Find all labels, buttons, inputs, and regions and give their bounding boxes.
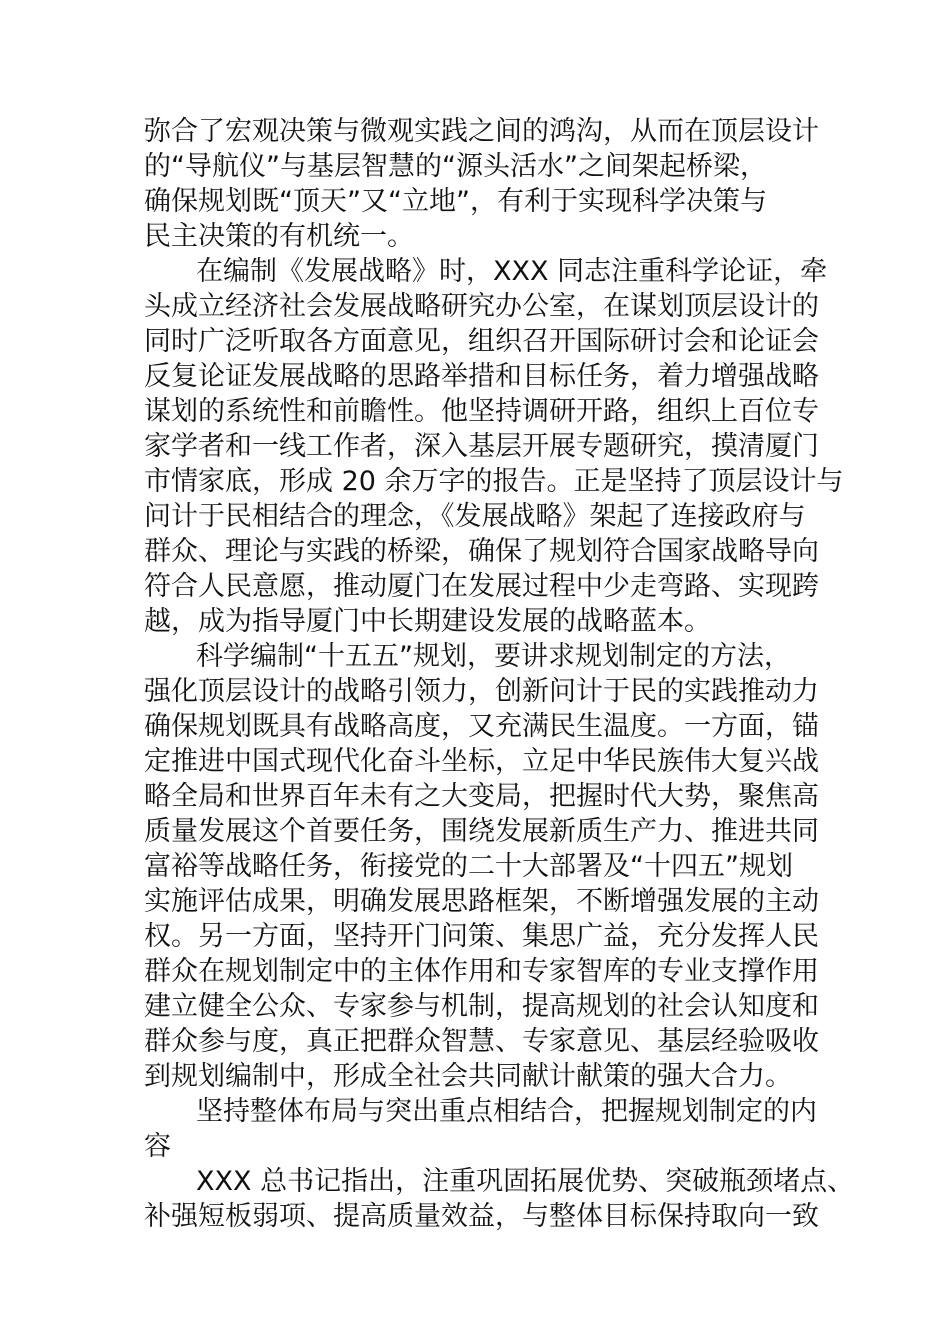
text-line: 强化顶层设计的战略引领力，创新问计于民的实践推动力 (144, 676, 819, 707)
text-line: 群众在规划制定中的主体作用和专家智库的专业支撑作用 (144, 956, 819, 987)
text-line: 问计于民相结合的理念，《发展战略》架起了连接政府与 (144, 501, 806, 532)
text-line: 民主决策的有机统一。 (144, 221, 414, 252)
text-line: 略全局和世界百年未有之大变局，把握时代大势，聚焦高 (144, 781, 819, 812)
text-line: 谋划的系统性和前瞻性。他坚持调研开路，组织上百位专 (144, 396, 819, 427)
text-line: 实施评估成果，明确发展思路框架，不断增强发展的主动 (144, 886, 819, 917)
text-line: 确保规划既具有战略高度，又充满民生温度。一方面，锚 (144, 711, 819, 742)
text-line: 弥合了宏观决策与微观实践之间的鸿沟，从而在顶层设计 (144, 116, 819, 147)
text-line: 定推进中国式现代化奋斗坐标，立足中华民族伟大复兴战 (144, 746, 819, 777)
text-line: 头成立经济社会发展战略研究办公室，在谋划顶层设计的 (144, 291, 819, 322)
paragraph-start-line: 在编制《发展战略》时，XXX 同志注重科学论证，牵 (196, 256, 828, 287)
text-line: 建立健全公众、专家参与机制，提高规划的社会认知度和 (144, 991, 819, 1022)
section-heading-line: 坚持整体布局与突出重点相结合，把握规划制定的内 (196, 1096, 817, 1127)
section-heading-line: 容 (144, 1131, 171, 1162)
text-line: 同时广泛听取各方面意见，组织召开国际研讨会和论证会 (144, 326, 819, 357)
document-body (144, 114, 855, 1234)
text-line: 市情家底，形成 20 余万字的报告。正是坚持了顶层设计与 (144, 466, 844, 497)
text-line: 的“导航仪”与基层智慧的“源头活水”之间架起桥梁， (144, 151, 767, 182)
text-line: 到规划编制中，形成全社会共同献计献策的强大合力。 (144, 1061, 792, 1092)
text-line: 群众、理论与实践的桥梁，确保了规划符合国家战略导向 (144, 536, 819, 567)
text-line: 群众参与度，真正把群众智慧、专家意见、基层经验吸收 (144, 1026, 819, 1057)
text-line: 家学者和一线工作者，深入基层开展专题研究，摸清厦门 (144, 431, 819, 462)
text-line: 确保规划既“顶天”又“立地”，有利于实现科学决策与 (144, 186, 767, 217)
text-line: 补强短板弱项、提高质量效益，与整体目标保持取向一致 (144, 1201, 819, 1232)
text-line: 权。另一方面，坚持开门问策、集思广益，充分发挥人民 (144, 921, 819, 952)
text-line: 富裕等战略任务，衔接党的二十大部署及“十四五”规划 (144, 851, 793, 882)
text-line: 越，成为指导厦门中长期建设发展的战略蓝本。 (144, 606, 711, 637)
text-line: 符合人民意愿，推动厦门在发展过程中少走弯路、实现跨 (144, 571, 819, 602)
paragraph-start-line: XXX 总书记指出，注重巩固拓展优势、突破瓶颈堵点、 (196, 1166, 855, 1197)
paragraph-start-line: 科学编制“十五五”规划，要讲求规划制定的方法， (196, 641, 791, 672)
text-line: 反复论证发展战略的思路举措和目标任务，着力增强战略 (144, 361, 819, 392)
text-line: 质量发展这个首要任务，围绕发展新质生产力、推进共同 (144, 816, 819, 847)
